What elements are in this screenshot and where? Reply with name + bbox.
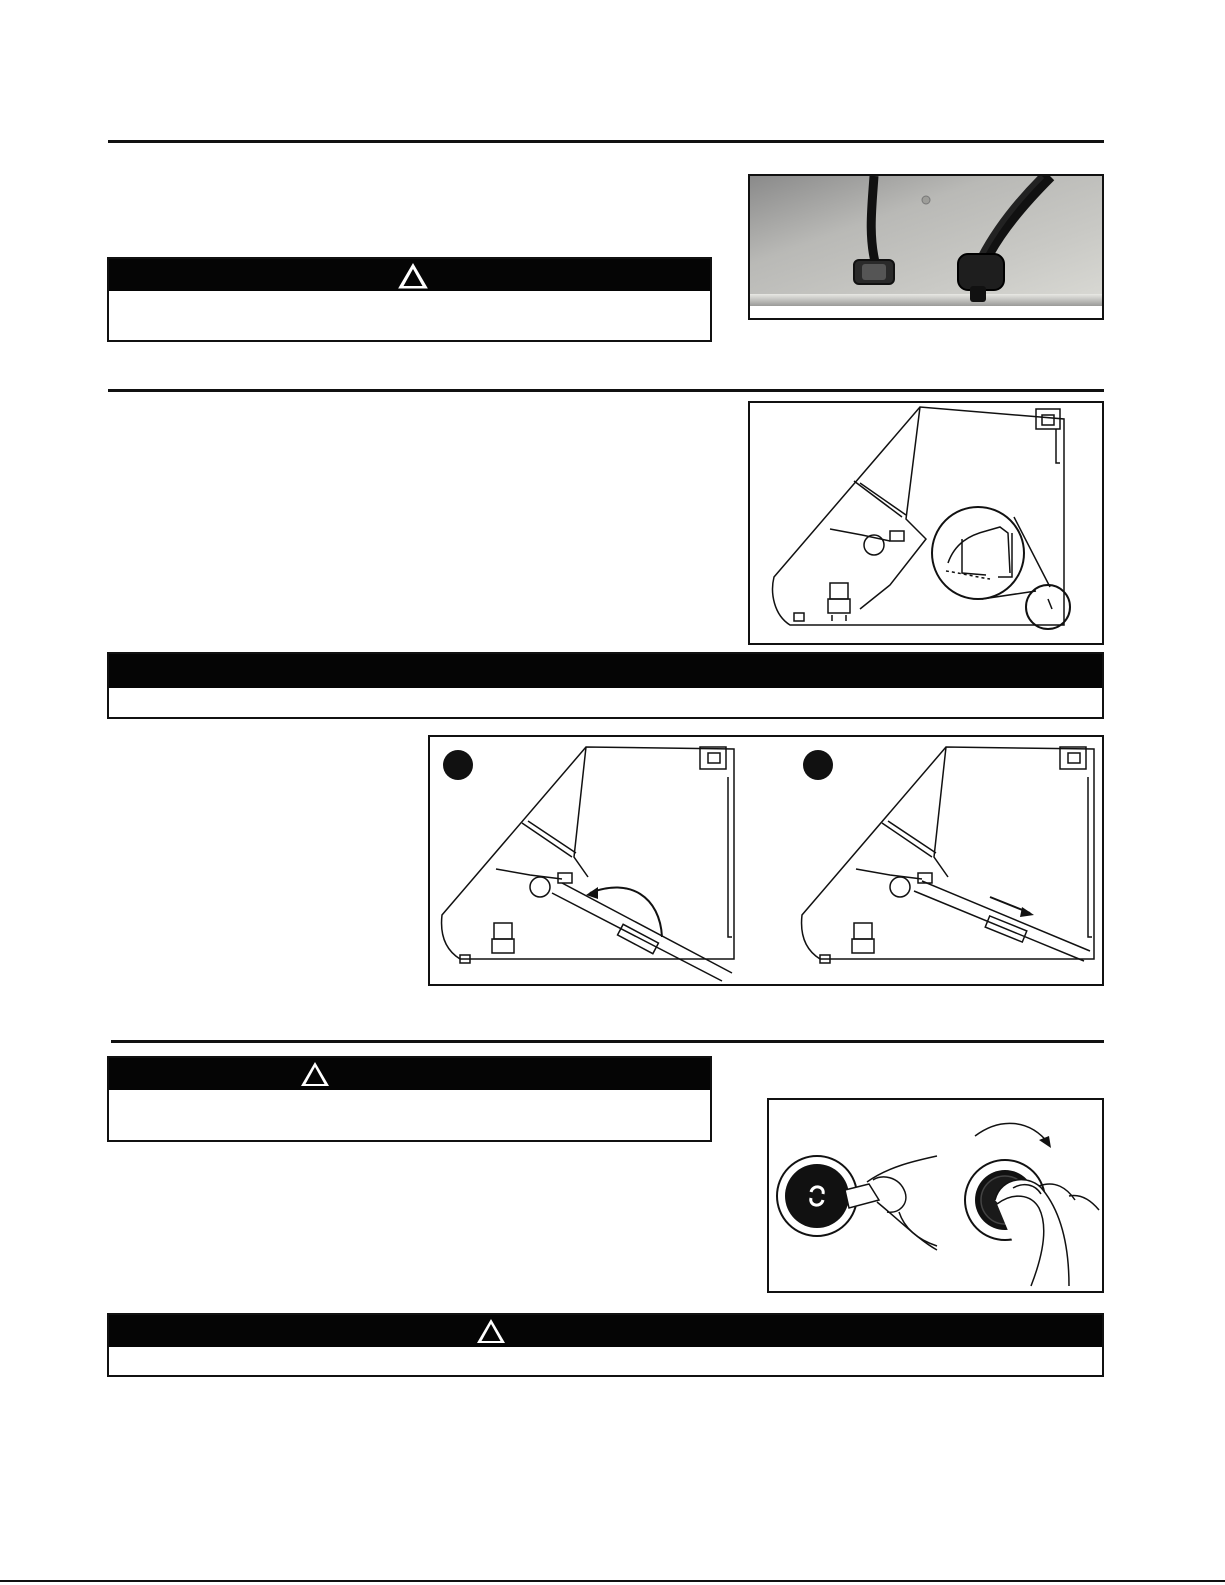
diagram-knob-turn [767,1098,1104,1293]
warning-triangle-icon [299,1060,331,1088]
diagram-steps [428,735,1104,986]
section-2-rule [108,389,1104,392]
step-1-marker [443,750,473,780]
warning-box-1 [107,257,712,342]
warning-header-bar [109,1058,710,1090]
warning-triangle-icon [475,1317,507,1345]
warning-header-bar [109,1315,1102,1347]
photo-cable-grommets [748,174,1104,320]
caution-header-bar [109,654,1102,688]
page-bottom-rule [0,1580,1225,1582]
step-2-marker [803,750,833,780]
warning-triangle-icon [397,262,429,290]
knob-diagram [769,1100,1102,1291]
section-1-rule [108,140,1104,143]
diagram-access-panel [748,401,1104,645]
warning-box-3 [107,1313,1104,1377]
photo-illustration [750,176,1102,318]
steps-diagram [430,737,1102,984]
panel-diagram [750,403,1102,643]
warning-header-bar [109,259,710,291]
section-3-rule [111,1040,1104,1043]
caution-box-1 [107,652,1104,719]
warning-box-2 [107,1056,712,1142]
